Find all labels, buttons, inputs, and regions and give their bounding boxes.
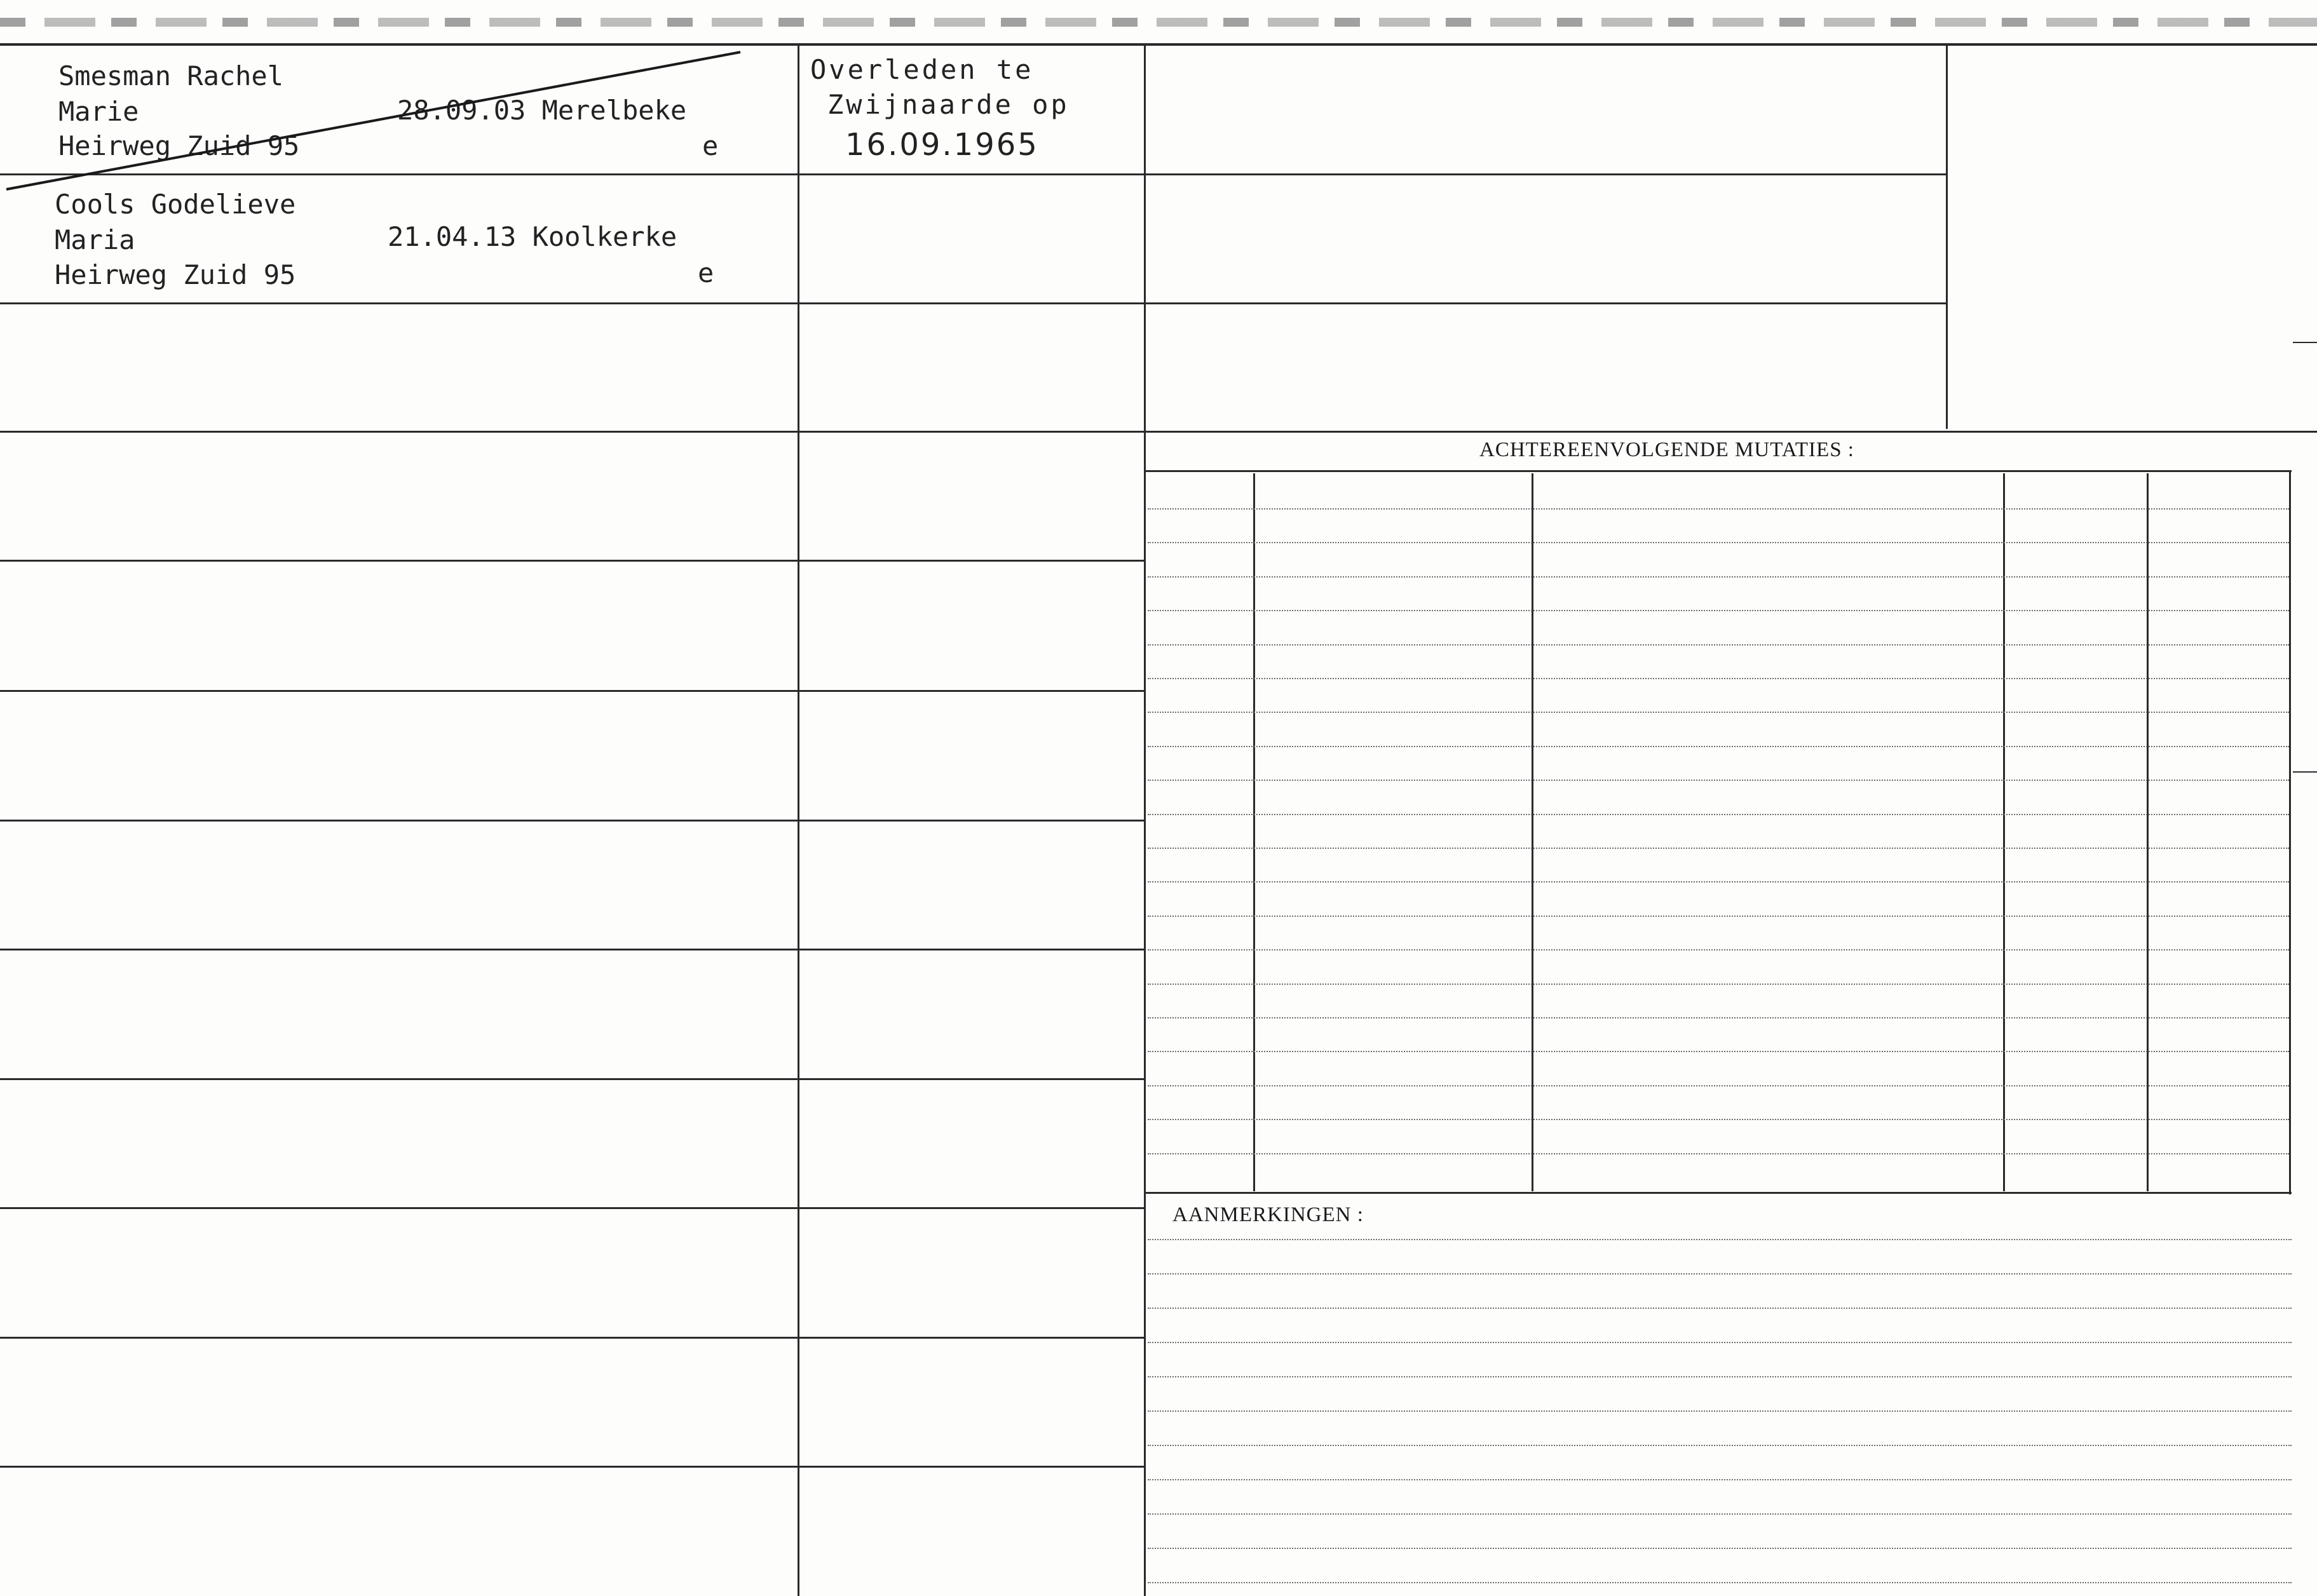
mutations-col-3 xyxy=(2003,473,2005,1191)
mutation-line-12 xyxy=(1148,881,2289,883)
column-divider-3 xyxy=(1946,44,1948,429)
entry-2-birth: 21.04.13 Koolkerke xyxy=(388,221,677,252)
row-line-2 xyxy=(0,302,1946,304)
mutations-top-border xyxy=(1145,470,2292,472)
mutation-line-3 xyxy=(1148,576,2289,578)
entry-1-sex-marker: e xyxy=(702,130,719,161)
remark-line-6 xyxy=(1148,1410,2292,1412)
mutations-right-border xyxy=(2289,470,2291,1194)
mutations-col-1 xyxy=(1253,473,1255,1191)
entry-2-name-line1: Cools Godelieve xyxy=(55,189,296,220)
mutations-heading: ACHTEREENVOLGENDE MUTATIES : xyxy=(1479,438,1854,461)
row-line-5 xyxy=(0,690,1144,692)
remark-line-11 xyxy=(1148,1582,2292,1583)
remark-line-7 xyxy=(1148,1445,2292,1446)
mutation-line-15 xyxy=(1148,984,2289,985)
mutations-bottom-border xyxy=(1145,1192,2292,1194)
remark-line-4 xyxy=(1148,1342,2292,1343)
margin-tick-2 xyxy=(2293,771,2317,773)
entry-1-remark-line2: Zwijnaarde op xyxy=(827,89,1070,120)
mutation-line-2 xyxy=(1148,542,2289,543)
mutation-line-9 xyxy=(1148,780,2289,781)
entry-2-sex-marker: e xyxy=(698,257,714,288)
entry-1-remark-line1: Overleden te xyxy=(810,54,1034,85)
remark-line-5 xyxy=(1148,1376,2292,1377)
scan-edge-noise xyxy=(0,18,2317,27)
mutation-line-5 xyxy=(1148,644,2289,646)
row-line-9 xyxy=(0,1207,1144,1209)
remark-line-3 xyxy=(1148,1308,2292,1309)
remark-line-9 xyxy=(1148,1513,2292,1515)
mutation-line-11 xyxy=(1148,848,2289,849)
entry-1-name-line1: Smesman Rachel xyxy=(58,60,284,91)
mutation-line-20 xyxy=(1148,1153,2289,1154)
row-line-11 xyxy=(0,1466,1144,1468)
entry-1-remark-line3: 16.09.1965 xyxy=(845,127,1039,163)
margin-tick-1 xyxy=(2293,342,2317,343)
mutation-line-8 xyxy=(1148,746,2289,747)
entry-2-address: Heirweg Zuid 95 xyxy=(55,259,296,290)
mutation-line-1 xyxy=(1148,508,2289,510)
mutation-line-14 xyxy=(1148,949,2289,950)
mutations-col-4 xyxy=(2147,473,2149,1191)
mutation-line-13 xyxy=(1148,916,2289,917)
mutation-line-17 xyxy=(1148,1051,2289,1052)
row-line-6 xyxy=(0,820,1144,822)
row-line-4 xyxy=(0,560,1144,562)
remark-line-8 xyxy=(1148,1479,2292,1480)
entry-1-name-line2: Marie xyxy=(58,96,139,127)
mutation-line-18 xyxy=(1148,1085,2289,1086)
entry-1-address: Heirweg Zuid 95 xyxy=(58,130,300,161)
row-line-3 xyxy=(0,431,2317,433)
remark-line-1 xyxy=(1148,1239,2292,1240)
row-line-10 xyxy=(0,1337,1144,1339)
row-line-8 xyxy=(0,1078,1144,1080)
strike-through-line xyxy=(0,44,763,197)
mutation-line-16 xyxy=(1148,1017,2289,1018)
remarks-heading: AANMERKINGEN : xyxy=(1172,1203,1364,1226)
remark-line-2 xyxy=(1148,1273,2292,1275)
mutations-col-2 xyxy=(1532,473,1533,1191)
entry-2-name-line2: Maria xyxy=(55,224,135,255)
mutation-line-7 xyxy=(1148,712,2289,713)
mutation-line-6 xyxy=(1148,678,2289,679)
mutation-line-4 xyxy=(1148,610,2289,611)
column-divider-2 xyxy=(1144,44,1146,1596)
entry-1-birth: 28.09.03 Merelbeke xyxy=(397,95,687,126)
mutation-line-19 xyxy=(1148,1119,2289,1120)
mutation-line-10 xyxy=(1148,814,2289,815)
row-line-7 xyxy=(0,949,1144,950)
remark-line-10 xyxy=(1148,1548,2292,1549)
